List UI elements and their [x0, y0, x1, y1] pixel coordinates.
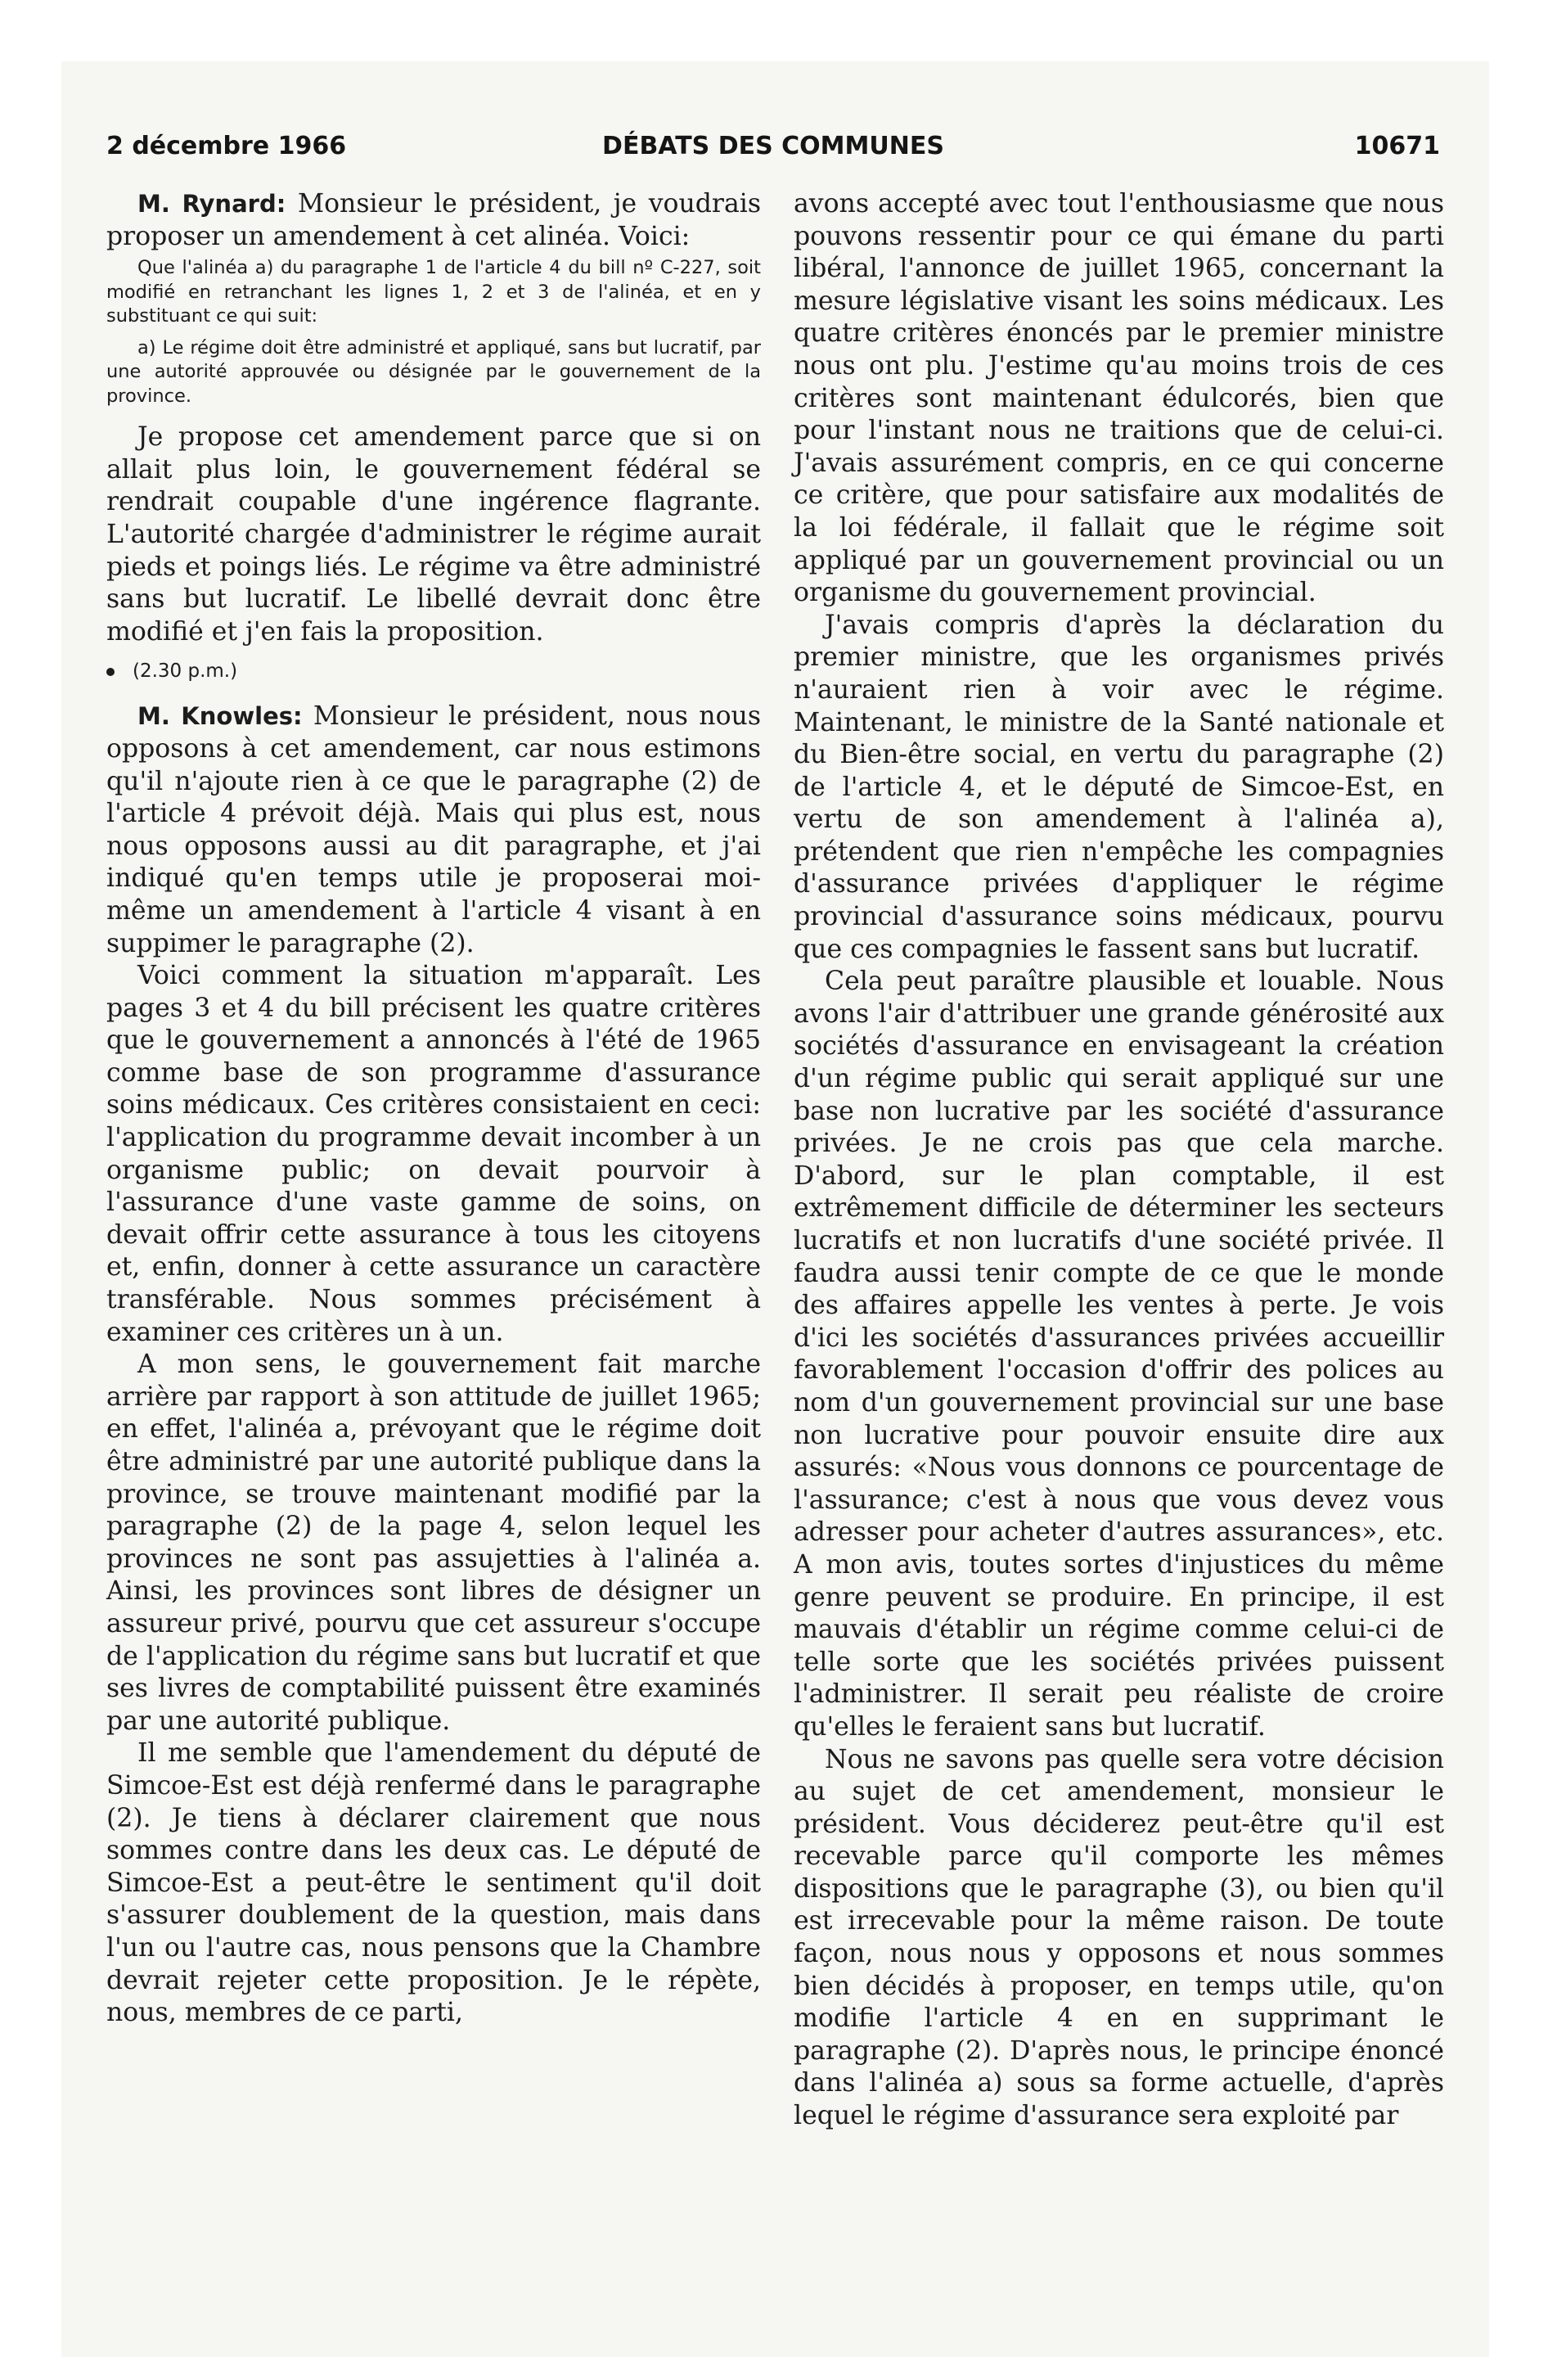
- speaker-name: M. Rynard:: [137, 190, 286, 218]
- paragraph-rynard: [106, 188, 761, 253]
- running-header: [106, 126, 1440, 167]
- paragraph-text: Monsieur le président, je voudrais proposer un amendement à cet alinéa. Voici:: [106, 189, 761, 251]
- amendment-text: a) Le régime doit être administré et appliqué, sans but lucratif, par une autorité approuvée ou désignée par le gouvernement de la province.: [106, 336, 761, 407]
- time-note-text: (2.30 p.m.): [133, 660, 238, 683]
- header-date: 2 décembre 1966: [106, 132, 347, 160]
- left-column: [106, 188, 761, 2030]
- paragraph: Je propose cet amendement parce que si on allait plus loin, le gouvernement fédéral se rendrait coupable d'une ingérence flagrante. L'autorité chargée d'administrer le régime aurait pieds et poings liés. Le régime va être administré sans but lucratif. Le libellé devrait donc être modifié et j'en fais la proposition.: [106, 422, 761, 647]
- speaker-name: M. Knowles:: [137, 702, 303, 731]
- spacer: [106, 413, 761, 421]
- time-note: [106, 655, 761, 687]
- paragraph: Voici comment la situation m'apparaît. Les pages 3 et 4 du bill précisent les quatre critères que le gouvernement a annoncés à l'été de 1965 comme base de son programme d'assurance soins médicaux. Ces critères consistaient en ceci: l'application du programme devait incomber à un organisme public; on devait pourvoir à l'assurance d'une vaste gamme de soins, on devait offrir cette assurance à tous les citoyens et, enfin, donner à cette assurance un caractère transférable. Nous sommes précisément à examiner ces critères un à un.: [106, 961, 761, 1347]
- paragraph-text: Monsieur le président, nous nous opposons à cet amendement, car nous estimons qu'il n'ajoute rien à ce que le paragraphe (2) de l'article 4 prévoit déjà. Mais qui plus est, nous nous opposons aussi au dit paragraphe, et j'ai indiqué qu'en temps utile je proposerai moi-même un amendement à l'article 4 visant à en suppimer le paragraphe (2).: [106, 701, 761, 958]
- bullet-icon: [106, 668, 115, 676]
- page-number: 10671: [1354, 132, 1440, 160]
- amendment-quote: Que l'alinéa a) du paragraphe 1 de l'article 4 du bill nº C-227, soit modifié en retranchant les lignes 1, 2 et 3 de l'alinéa, et en y substituant ce qui suit:: [106, 257, 761, 327]
- paragraph: avons accepté avec tout l'enthousiasme que nous pouvons ressentir pour ce qui émane du parti libéral, l'annonce de juillet 1965, concernant la mesure législative visant les soins médicaux. Les quatre critères énoncés par le premier ministre nous ont plu. J'estime qu'au moins trois de ces critères sont maintenant édulcorés, bien que pour l'instant nous ne traitions que de celui-ci. J'avais assurément compris, en ce qui concerne ce critère, que pour satisfaire aux modalités de la loi fédérale, il fallait que le régime soit appliqué par un gouvernement provincial ou un organisme du gouvernement provincial.: [794, 189, 1444, 608]
- paragraph: A mon sens, le gouvernement fait marche arrière par rapport à son attitude de juillet 1965; en effet, l'alinéa a, prévoyant que le régime doit être administré par une autorité publique dans la province, se trouve maintenant modifié par la paragraphe (2) de la page 4, selon lequel les provinces ne sont pas assujetties à l'alinéa a. Ainsi, les provinces sont libres de désigner un assureur privé, pourvu que cet assureur s'occupe de l'application du régime sans but lucratif et que ses livres de comptabilité puissent être examinés par une autorité publique.: [106, 1350, 761, 1736]
- right-column: [794, 188, 1444, 2133]
- paragraph-knowles: [106, 701, 761, 960]
- paragraph: J'avais compris d'après la déclaration du premier ministre, que les organismes privés n'auraient rien à voir avec le régime. Maintenant, le ministre de la Santé nationale et du Bien-être social, en vertu du paragraphe (2) de l'article 4, et le député de Simcoe-Est, en vertu de son amendement à l'alinéa a), prétendent que rien n'empêche les compagnies d'assurance privées d'appliquer le régime provincial d'assurance soins médicaux, pourvu que ces compagnies le fassent sans but lucratif.: [794, 610, 1444, 964]
- header-title: DÉBATS DES COMMUNES: [602, 132, 944, 160]
- paragraph: Cela peut paraître plausible et louable. Nous avons l'air d'attribuer une grande générosité aux sociétés d'assurance en envisageant la création d'un régime public qui serait appliqué sur une base non lucrative par les société d'assurance privées. Je ne crois pas que cela marche. D'abord, sur le plan comptable, il est extrêmement difficile de déterminer les secteurs lucratifs et non lucratifs d'une société privée. Il faudra aussi tenir compte de ce que le monde des affaires appelle les ventes à perte. Je vois d'ici les sociétés d'assurances privées accueillir favorablement l'occasion d'offrir des polices au nom d'un gouvernement provincial sur une base non lucrative pour pouvoir ensuite dire aux assurés: «Nous vous donnons ce pourcentage de l'assurance; c'est à nous que vous devez vous adresser pour acheter d'autres assurances», etc. A mon avis, toutes sortes d'injustices du même genre peuvent se produire. En principe, il est mauvais d'établir un régime comme celui-ci de telle sorte que les sociétés privées puissent l'administrer. Il serait peu réaliste de croire qu'elles le feraient sans but lucratif.: [794, 967, 1444, 1742]
- paragraph: Il me semble que l'amendement du député de Simcoe-Est est déjà renfermé dans le paragraphe (2). Je tiens à déclarer clairement que nous sommes contre dans les deux cas. Le député de Simcoe-Est a peut-être le sentiment qu'il doit s'assurer doublement de la question, mais dans l'un ou l'autre cas, nous pensons que la Chambre devrait rejeter cette proposition. Je le répète, nous, membres de ce parti,: [106, 1738, 761, 2028]
- paragraph: Nous ne savons pas quelle sera votre décision au sujet de cet amendement, monsieur le président. Vous déciderez peut-être qu'il est recevable parce qu'il comporte les mêmes dispositions que le paragraphe (3), ou bien qu'il est irrecevable pour la même raison. De toute façon, nous nous y opposons et nous sommes bien décidés à proposer, en temps utile, qu'on modifie l'article 4 en en supprimant le paragraphe (2). D'après nous, le principe énoncé dans l'alinéa a) sous sa forme actuelle, d'après lequel le régime d'assurance sera exploité par: [794, 1744, 1444, 2131]
